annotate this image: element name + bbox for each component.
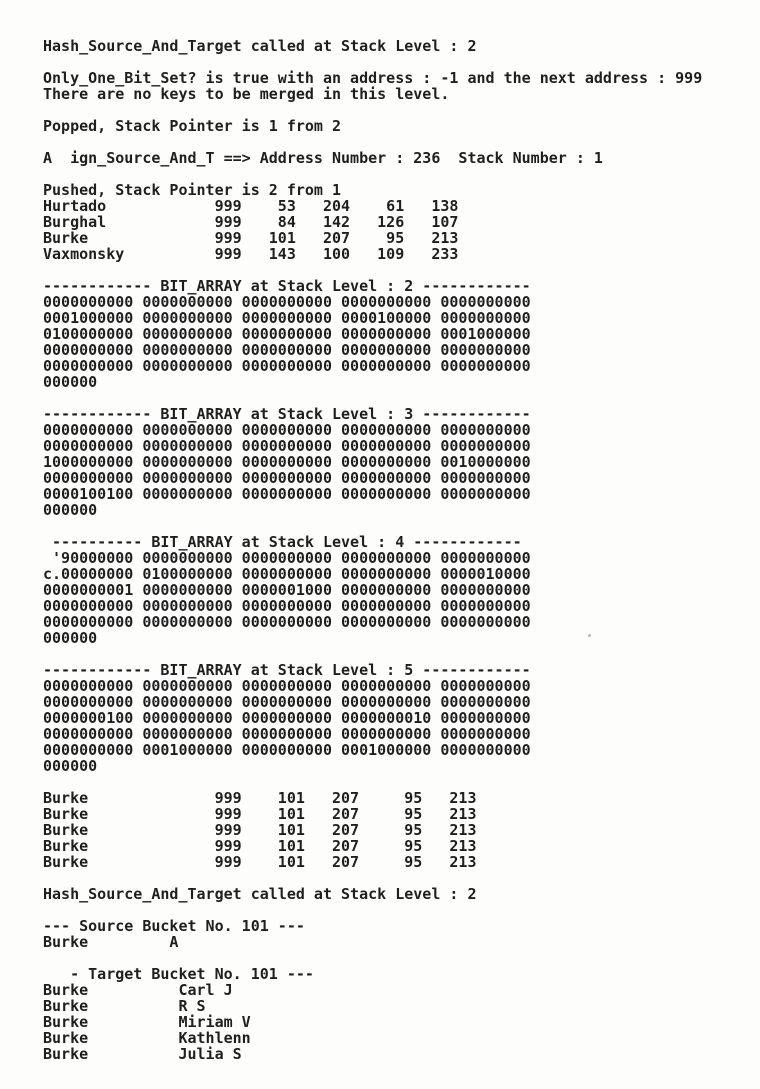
text-line: Popped, Stack Pointer is 1 from 2: [43, 117, 342, 135]
text-line: 1000000000 0000000000 0000000000 0000000000 0010000000: [43, 453, 531, 471]
merge-status-message: [43, 70, 740, 102]
pushed-stack-table: [43, 182, 740, 262]
text-line: 0000000000 0000000000 0000000000 0000000000 0000000000: [43, 293, 531, 311]
text-line: ---------- BIT_ARRAY at Stack Level : 4 ------------: [43, 533, 522, 551]
scan-speck: [588, 634, 591, 637]
text-line: A ign_Source_And_T ==> Address Number : 236 Stack Number : 1: [43, 149, 603, 167]
text-line: 0100000000 0000000000 0000000000 0000000000 0001000000: [43, 325, 531, 343]
text-line: ------------ BIT_ARRAY at Stack Level : 3 ------------: [43, 405, 531, 423]
text-line: Burke 999 101 207 95 213: [43, 821, 477, 839]
text-line: 0000000100 0000000000 0000000000 0000000010 0000000000: [43, 709, 531, 727]
text-line: 0001000000 0000000000 0000000000 0000100000 0000000000: [43, 309, 531, 327]
text-line: 000000: [43, 757, 98, 775]
text-line: ------------ BIT_ARRAY at Stack Level : 2 ------------: [43, 277, 531, 295]
text-line: 0000000000 0000000000 0000000000 0000000000 0000000000: [43, 437, 531, 455]
text-line: Only_One_Bit_Set? is true with an address : -1 and the next address : 999: [43, 69, 703, 87]
text-line: Hash_Source_And_Target called at Stack Level : 2: [43, 885, 477, 903]
popped-message: [43, 118, 740, 134]
bit-array-level-5: [43, 662, 740, 774]
source-bucket-list: [43, 918, 740, 950]
text-line: Hash_Source_And_Target called at Stack Level : 2: [43, 37, 477, 55]
text-line: Burke 999 101 207 95 213: [43, 837, 477, 855]
text-line: ------------ BIT_ARRAY at Stack Level : 5 ------------: [43, 661, 531, 679]
text-line: Burghal 999 84 142 126 107: [43, 213, 459, 231]
text-line: 0000000000 0000000000 0000000000 0000000000 0000000000: [43, 597, 531, 615]
text-line: - Target Bucket No. 101 ---: [43, 965, 314, 983]
text-line: 0000000000 0000000000 0000000000 0000000000 0000000000: [43, 357, 531, 375]
text-line: Burke Miriam V: [43, 1013, 251, 1031]
text-line: 0000000000 0000000000 0000000000 0000000000 0000000000: [43, 677, 531, 695]
text-line: Burke 999 101 207 95 213: [43, 805, 477, 823]
text-line: c.00000000 0100000000 0000000000 0000000000 0000010000: [43, 565, 531, 583]
text-line: Vaxmonsky 999 143 100 109 233: [43, 245, 459, 263]
text-line: 0000000000 0000000000 0000000000 0000000000 0000000000: [43, 469, 531, 487]
text-line: There are no keys to be merged in this level.: [43, 85, 450, 103]
assign-message: [43, 150, 740, 166]
text-line: 0000000000 0000000000 0000000000 0000000000 0000000000: [43, 341, 531, 359]
text-line: 0000000000 0000000000 0000000000 0000000000 0000000000: [43, 613, 531, 631]
bit-array-level-2: [43, 278, 740, 390]
hash-call-message-2: [43, 886, 740, 902]
bit-array-level-4: [43, 534, 740, 646]
text-line: Burke 999 101 207 95 213: [43, 853, 477, 871]
text-line: Burke 999 101 207 95 213: [43, 229, 459, 247]
target-bucket-list: [43, 966, 740, 1062]
text-line: Burke R S: [43, 997, 206, 1015]
bit-array-level-3: [43, 406, 740, 518]
text-line: Pushed, Stack Pointer is 2 from 1: [43, 181, 342, 199]
text-line: Hurtado 999 53 204 61 138: [43, 197, 459, 215]
hash-call-message: [43, 38, 740, 54]
text-line: Burke Julia S: [43, 1045, 242, 1063]
text-line: '90000000 0000000000 0000000000 0000000000 0000000000: [43, 549, 531, 567]
text-line: 000000: [43, 629, 98, 647]
text-line: Burke A: [43, 933, 179, 951]
text-line: 0000000000 0000000000 0000000000 0000000000 0000000000: [43, 693, 531, 711]
text-line: 0000000000 0001000000 0000000000 0001000000 0000000000: [43, 741, 531, 759]
text-line: 000000: [43, 501, 98, 519]
text-line: Burke 999 101 207 95 213: [43, 789, 477, 807]
burke-records-table: [43, 790, 740, 870]
text-line: 000000: [43, 373, 98, 391]
text-line: 0000000000 0000000000 0000000000 0000000000 0000000000: [43, 421, 531, 439]
text-line: 0000000000 0000000000 0000000000 0000000000 0000000000: [43, 725, 531, 743]
text-line: 0000000001 0000000000 0000001000 0000000000 0000000000: [43, 581, 531, 599]
text-line: --- Source Bucket No. 101 ---: [43, 917, 305, 935]
text-line: Burke Carl J: [43, 981, 233, 999]
text-line: Burke Kathlenn: [43, 1029, 251, 1047]
text-line: 0000100100 0000000000 0000000000 0000000000 0000000000: [43, 485, 531, 503]
